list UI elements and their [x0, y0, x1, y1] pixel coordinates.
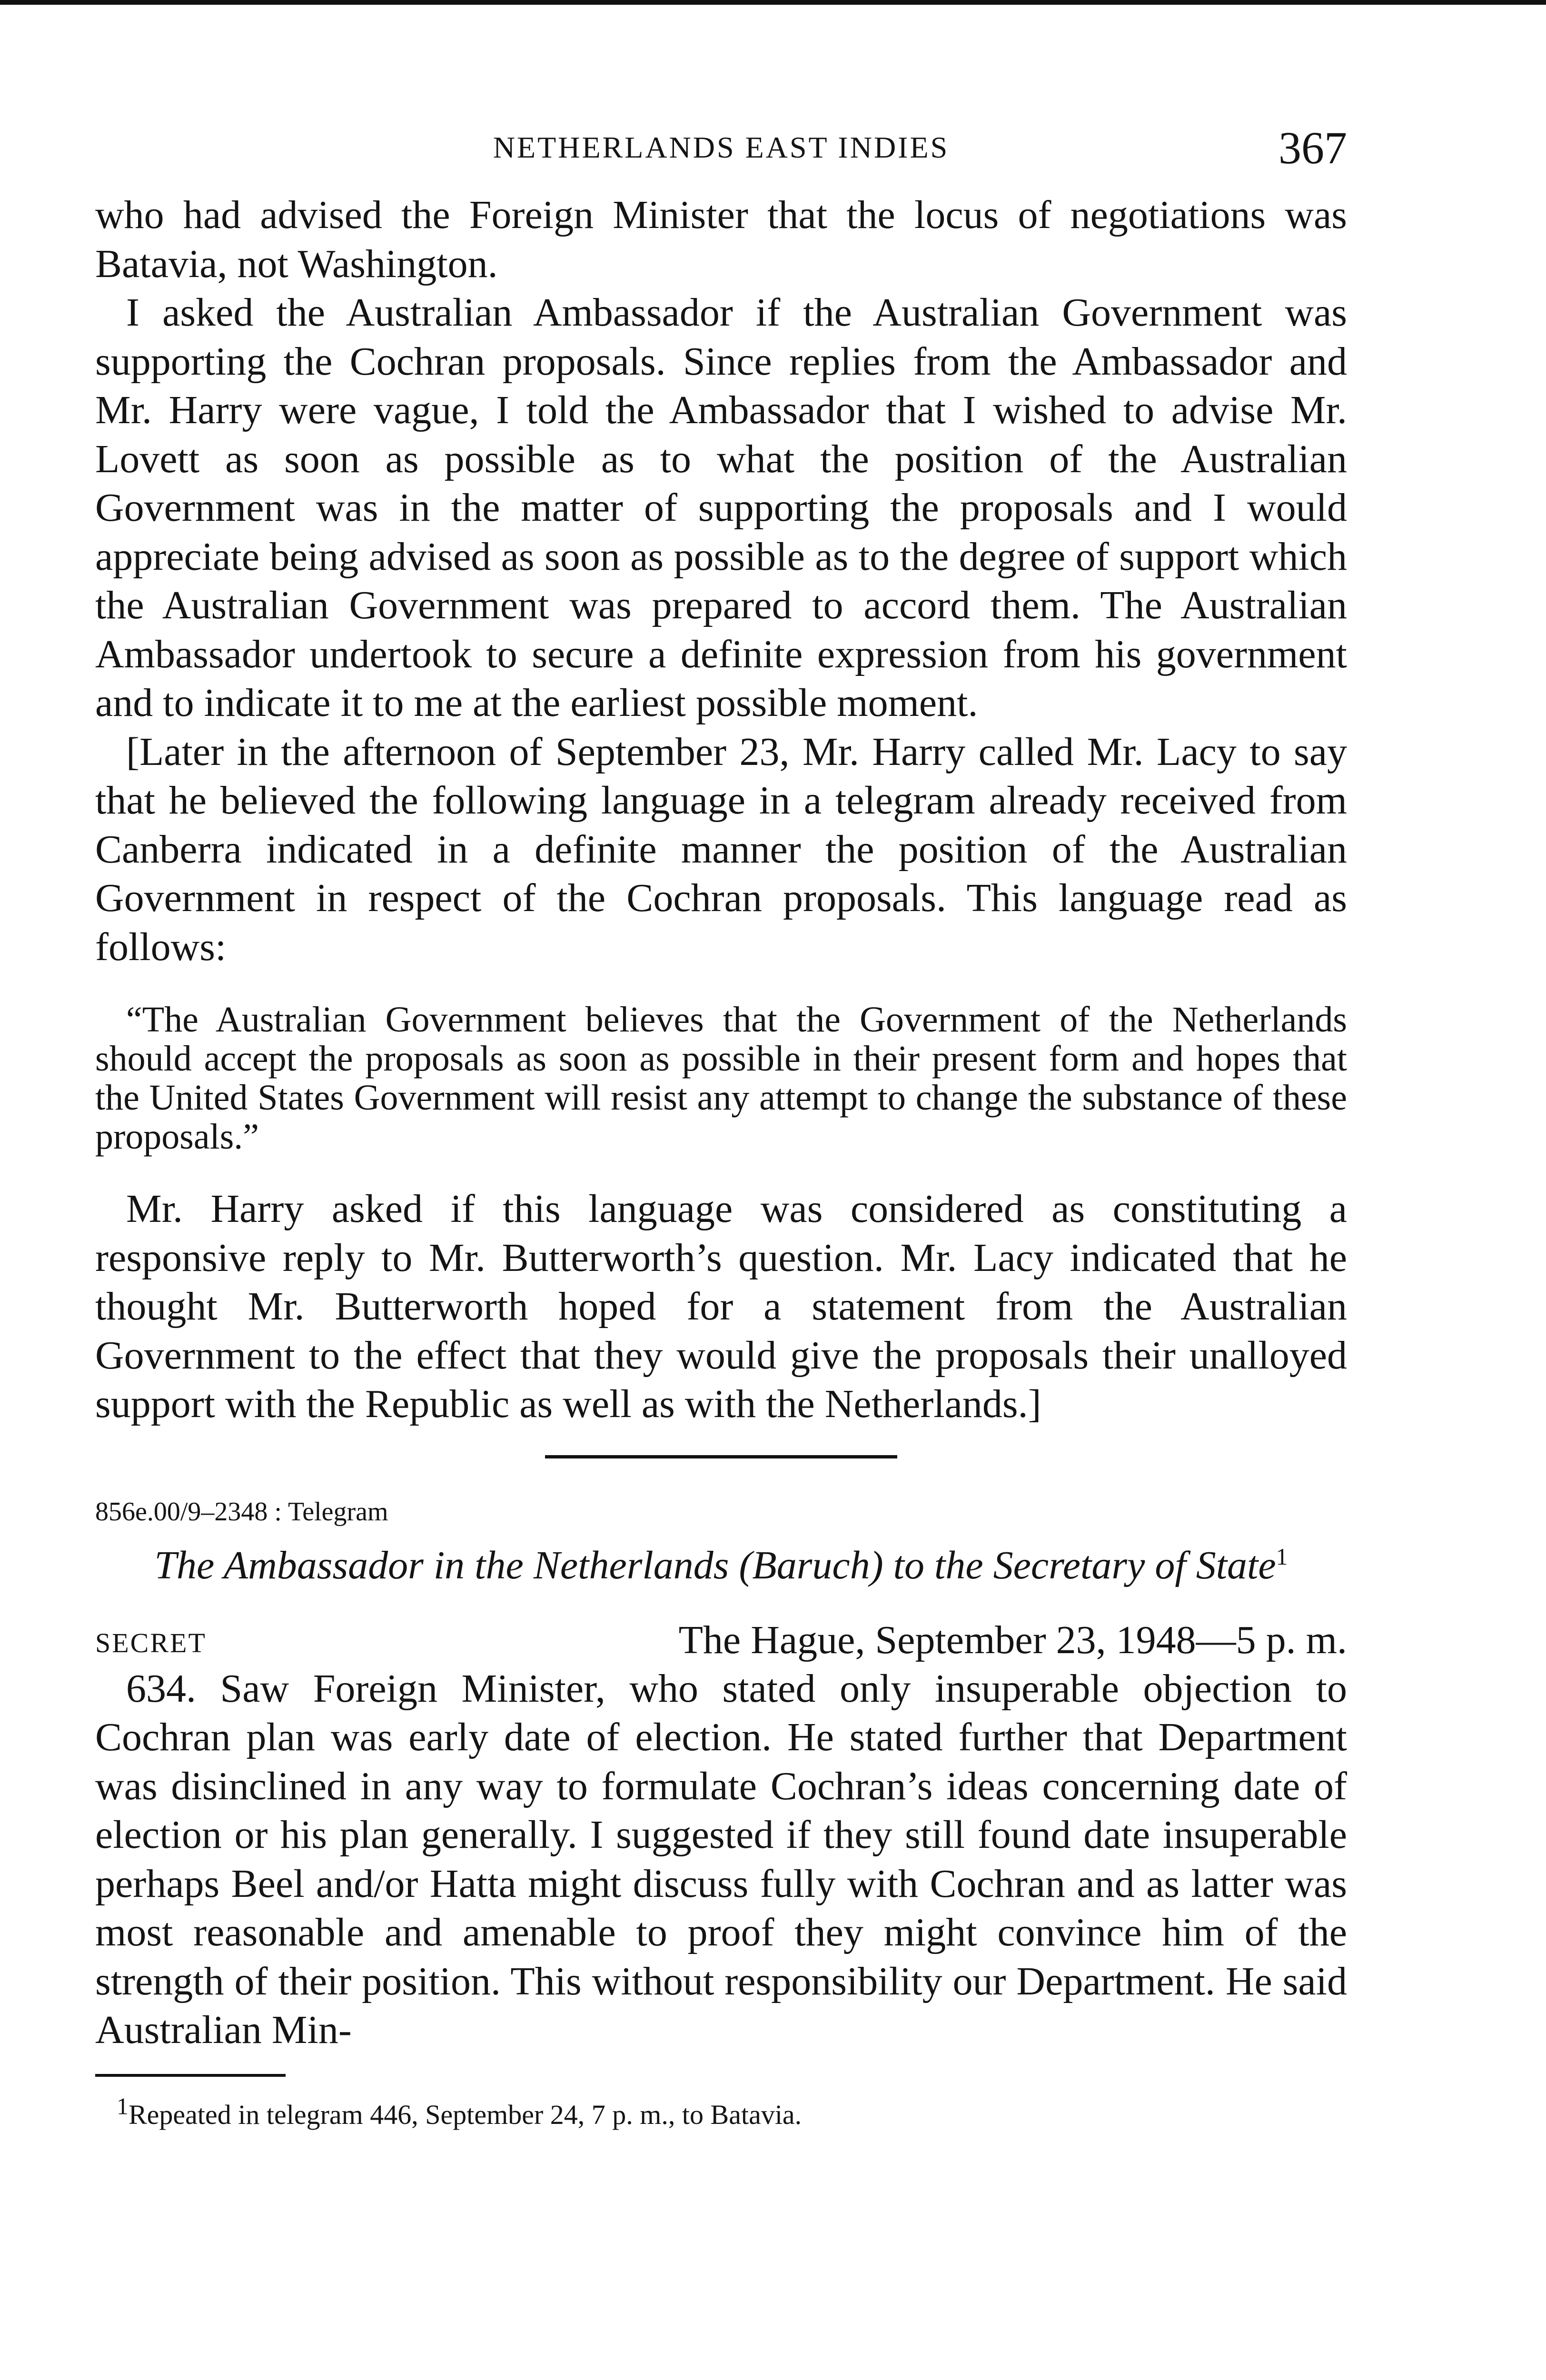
document-heading	[95, 1541, 1347, 1590]
document-heading-text: The Ambassador in the Netherlands (Baruch) to the Secretary of State	[154, 1543, 1276, 1587]
footnote-marker: 1	[1276, 1543, 1288, 1570]
place-and-date: The Hague, September 23, 1948—5 p. m.	[678, 1617, 1347, 1662]
top-border-line	[0, 0, 1546, 5]
footnote-rule	[95, 2074, 286, 2077]
document-page	[95, 121, 1347, 2132]
file-reference: 856e.00/9–2348 : Telegram	[95, 1497, 388, 1527]
paragraph-ambassador-inquiry: I asked the Australian Ambassador if the Australian Government was supporting the Cochran proposals. Since replies from the Ambassador and Mr. Harry were vague, I told the Ambassador that I wished to advise Mr. Lovett as soon as possible as to what the position of the Australian Government was in the matter of supporting the proposals and I would appreciate being advised as soon as possible as to the degree of support which the Australian Government was prepared to accord them. The Australian Ambassador undertook to secure a definite expression from his government and to indicate it to me at the earliest possible moment.	[95, 290, 1347, 725]
running-title: NETHERLANDS EAST INDIES	[493, 130, 950, 164]
dateline	[95, 1616, 1347, 1665]
footnote	[95, 2092, 1347, 2132]
paragraph-later-call: [Later in the afternoon of September 23, Mr. Harry called Mr. Lacy to say that he believed the following language in a telegram already received from Canberra indicated in a definite manner the position of the Australian Government in respect of the Cochran proposals. This language read as follows:	[95, 729, 1347, 969]
footnote-text: Repeated in telegram 446, September 24, 7 p. m., to Batavia.	[129, 2099, 802, 2130]
paragraph-continuation: who had advised the Foreign Minister that the locus of negotiations was Batavia, not Washington.	[95, 193, 1347, 286]
section-divider	[545, 1455, 897, 1458]
running-head	[95, 121, 1347, 174]
paragraph-responsive-reply: Mr. Harry asked if this language was considered as constituting a responsive reply to Mr. Butterworth’s question. Mr. Lacy indicated that he thought Mr. Butterworth hoped for a statement from the Australian Government to the effect that they would give the proposals their unalloyed support with the Republic as well as with the Netherlands.]	[95, 1187, 1347, 1426]
quoted-telegram-language: “The Australian Government believes that the Government of the Netherlands should accept the proposals as soon as possible in their present form and hopes that the United States Government will resist any attempt to change the substance of these proposals.”	[95, 1000, 1347, 1157]
classification-label: SECRET	[95, 1627, 207, 1658]
telegram-body: 634. Saw Foreign Minister, who stated only insuperable objection to Cochran plan was early date of election. He stated further that Department was disinclined in any way to formulate Cochran’s ideas concerning date of election or his plan generally. I suggested if they still found date insuperable perhaps Beel and/or Hatta might discuss fully with Cochran and as latter was most reasonable and amenable to proof they might convince him of the strength of their position. This without responsibility our Department. He said Australian Min-	[95, 1666, 1347, 2052]
footnote-number: 1	[117, 2092, 129, 2120]
page-number: 367	[1278, 122, 1347, 173]
